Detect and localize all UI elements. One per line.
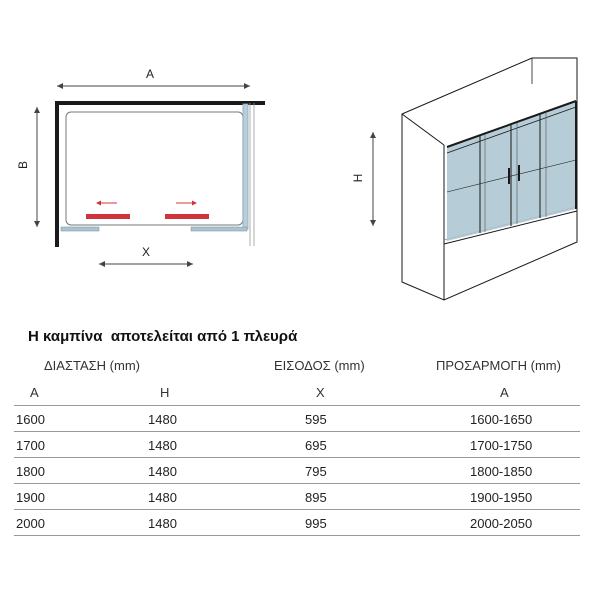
column-header-a: Α: [30, 385, 39, 400]
door-leaf-left: [86, 214, 130, 219]
cell-entrance: 795: [305, 464, 327, 479]
header-adjustment: ΠΡΟΣΑΡΜΟΓΗ (mm): [436, 358, 561, 373]
dimension-label-a: A: [145, 67, 155, 81]
table-divider: [14, 431, 580, 432]
header-entrance: ΕΙΣΟΔΟΣ (mm): [274, 358, 365, 373]
cell-width: 1800: [16, 464, 45, 479]
table-divider: [14, 405, 580, 406]
dimension-label-h: H: [351, 173, 365, 183]
cell-entrance: 895: [305, 490, 327, 505]
table-divider: [14, 457, 580, 458]
slide-right-arrow-icon: [176, 201, 197, 206]
cell-height: 1480: [148, 490, 177, 505]
cell-width: 1900: [16, 490, 45, 505]
header-dimension: ΔΙΑΣΤΑΣΗ (mm): [44, 358, 141, 373]
top-view-plan: [16, 67, 265, 267]
wall-profile: [243, 104, 248, 229]
glass-panel-right: [191, 227, 247, 231]
table-divider: [14, 483, 580, 484]
cell-width: 1600: [16, 412, 45, 427]
slide-left-arrow-icon: [96, 201, 117, 206]
cell-height: 1480: [148, 438, 177, 453]
dimension-label-b: B: [16, 160, 30, 170]
cell-height: 1480: [148, 464, 177, 479]
cell-entrance: 995: [305, 516, 327, 531]
cell-adjustment: 1900-1950: [470, 490, 533, 505]
perspective-view: [351, 58, 577, 300]
page-title: Η καμπίνα αποτελείται από 1 πλευρά: [28, 328, 298, 345]
cell-height: 1480: [148, 516, 177, 531]
door-leaf-right: [165, 214, 209, 219]
bathtub-outline: [66, 112, 243, 225]
cell-width: 1700: [16, 438, 45, 453]
dimension-label-x: X: [141, 245, 151, 259]
cell-entrance: 595: [305, 412, 327, 427]
cell-height: 1480: [148, 412, 177, 427]
column-header-h: Η: [160, 385, 170, 400]
cell-width: 2000: [16, 516, 45, 531]
cell-entrance: 695: [305, 438, 327, 453]
table-divider: [14, 509, 580, 510]
cell-adjustment: 1800-1850: [470, 464, 533, 479]
cell-adjustment: 1600-1650: [470, 412, 533, 427]
cell-adjustment: 2000-2050: [470, 516, 533, 531]
column-header-a-adjust: Α: [500, 385, 509, 400]
table-divider: [14, 535, 580, 536]
glass-panel-left: [61, 227, 99, 231]
column-header-x: Χ: [316, 385, 325, 400]
cell-adjustment: 1700-1750: [470, 438, 533, 453]
